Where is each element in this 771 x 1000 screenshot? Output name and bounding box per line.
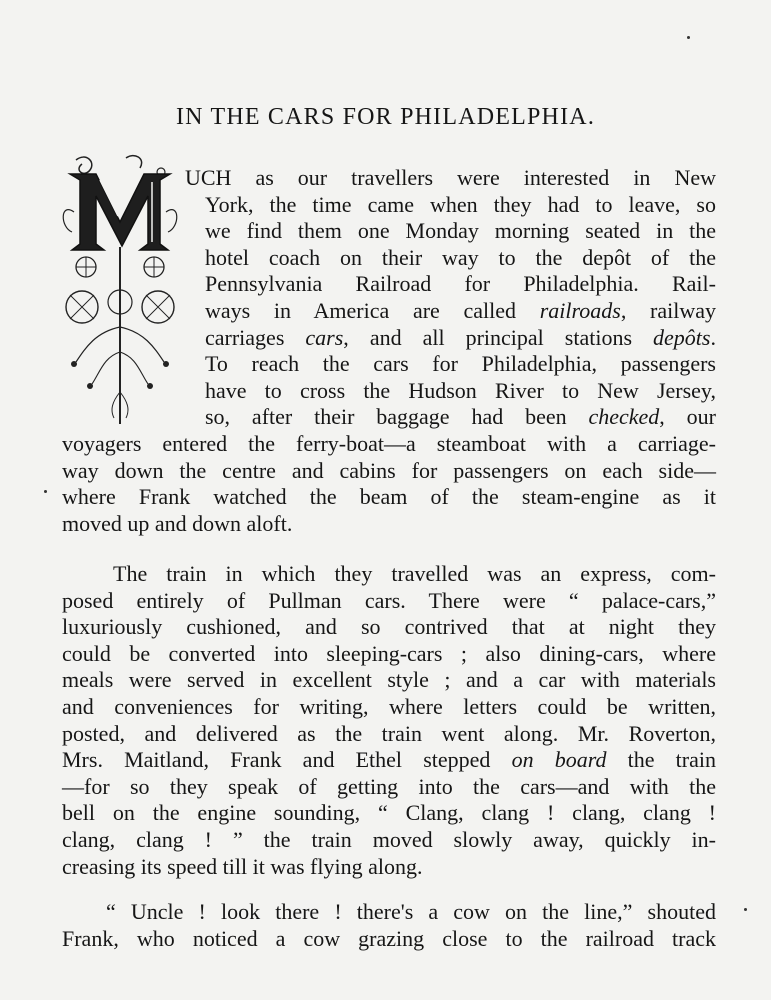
text-line: luxuriously cushioned, and so contrived that at night they: [62, 614, 716, 640]
text-line: posted, and delivered as the train went along. Mr. Roverton,: [62, 720, 716, 746]
text-line: “ Uncle ! look there ! there's a cow on the line,” shouted: [106, 899, 716, 924]
text-line: To reach the cars for Philadelphia, passengers: [205, 351, 716, 377]
text-line: could be converted into sleeping-cars ; also dining-cars, where: [62, 640, 716, 666]
page-speck: [687, 36, 690, 39]
text-line: Mrs. Maitland, Frank and Ethel stepped on board the train: [62, 747, 716, 773]
italic-term: on board: [511, 747, 607, 773]
italic-term: railroads: [539, 298, 621, 323]
text-line: way down the centre and cabins for passengers on each side—: [62, 457, 716, 483]
text-line: clang, clang ! ” the train moved slowly away, quickly in-: [62, 827, 716, 852]
text-line: where Frank watched the beam of the steam-engine as it: [62, 484, 716, 510]
text-line: —for so they speak of getting into the cars—and with the: [62, 773, 716, 799]
page-speck: [44, 490, 47, 493]
italic-term: checked: [588, 404, 660, 430]
text-line: voyagers entered the ferry-boat—a steamboat with a carriage-: [62, 431, 716, 456]
page-speck: [744, 908, 747, 911]
chapter-title: IN THE CARS FOR PHILADELPHIA.: [175, 104, 596, 130]
text-line: have to cross the Hudson River to New Jersey,: [205, 377, 716, 403]
text-line: The train in which they travelled was an express, com-: [113, 561, 716, 586]
text-line: bell on the engine sounding, “ Clang, clang ! clang, clang !: [62, 800, 716, 826]
text-line: Pennsylvania Railroad for Philadelphia. Rail-: [205, 271, 716, 297]
text-line: Frank, who noticed a cow grazing close to the railroad track: [62, 925, 716, 951]
text-line: creasing its speed till it was flying along.: [62, 853, 423, 879]
text-line: ways in America are called railroads, railway: [205, 298, 716, 323]
text-line: meals were served in excellent style ; and a car with materials: [62, 667, 716, 693]
italic-term: cars: [305, 324, 344, 350]
text-line: carriages cars, and all principal stations depôts.: [205, 324, 716, 350]
text-line: UCH as our travellers were interested in New: [185, 165, 716, 190]
text-line: we find them one Monday morning seated in the: [205, 218, 716, 244]
text-line: moved up and down aloft.: [62, 510, 293, 536]
ornamental-dropcap-m: [56, 152, 186, 427]
text-line: and conveniences for writing, where letters could be written,: [62, 694, 716, 719]
text-line: posed entirely of Pullman cars. There were “ palace-cars,”: [62, 587, 716, 613]
text-line: York, the time came when they had to leave, so: [205, 191, 716, 217]
italic-term: depôts: [653, 324, 711, 350]
text-line: hotel coach on their way to the depôt of the: [205, 244, 716, 270]
text-line: so, after their baggage had been checked, our: [205, 404, 716, 430]
